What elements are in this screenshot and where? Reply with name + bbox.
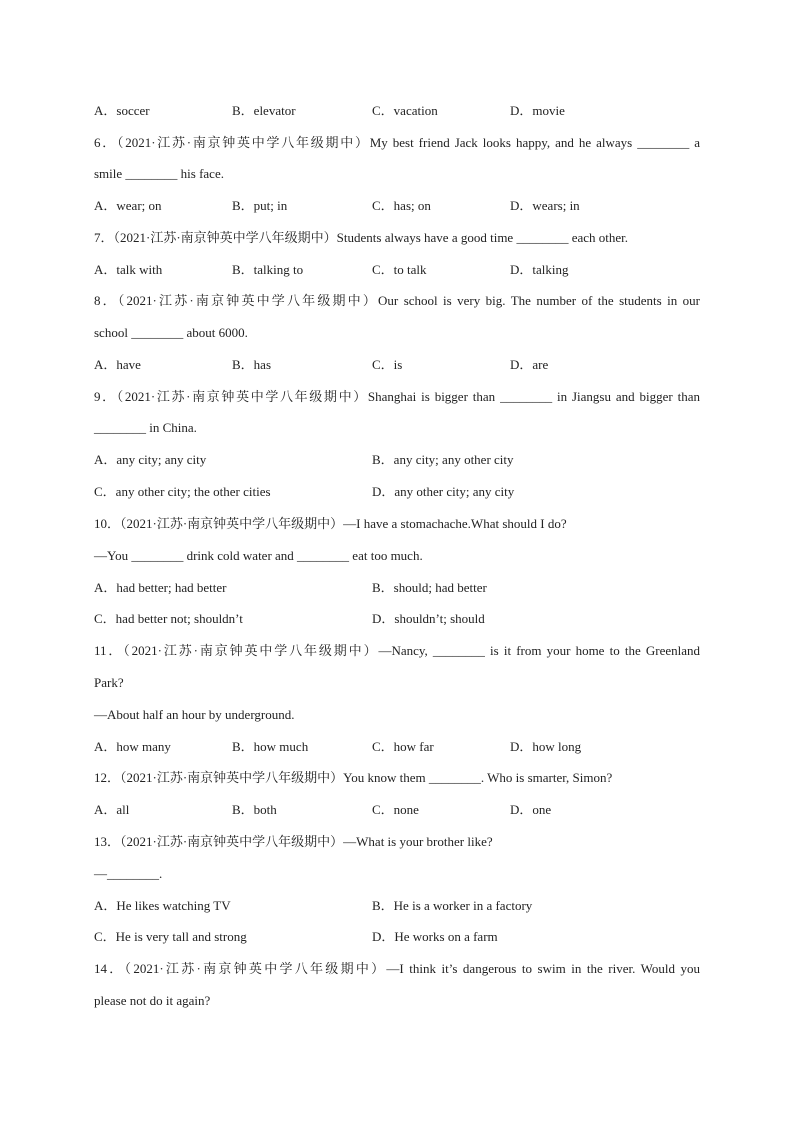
q5-option-c: C．vacation: [372, 103, 438, 118]
q6-question-line1: 6．（2021·江苏·南京钟英中学八年级期中）My best friend Jack looks happy, and he always ________ a: [94, 135, 700, 150]
q11-question-line2: Park?: [94, 675, 124, 690]
q11-option-c: C．how far: [372, 739, 434, 754]
q11-question-line3: —About half an hour by underground.: [94, 707, 295, 722]
q8-option-d: D．are: [510, 357, 549, 372]
q12-option-c: C．none: [372, 802, 419, 817]
q8-option-b: B．has: [232, 357, 272, 372]
q12-option-b: B．both: [232, 802, 277, 817]
q9-option-c: C．any other city; the other cities: [94, 484, 271, 499]
q8-question-line1: 8．（2021·江苏·南京钟英中学八年级期中）Our school is very big. The number of the students in our: [94, 293, 700, 308]
q8-option-a: A．have: [94, 357, 141, 372]
q7-option-c: C．to talk: [372, 262, 427, 277]
q8-option-c: C．is: [372, 357, 403, 372]
q7-option-b: B．talking to: [232, 262, 304, 277]
q13-option-b: B．He is a worker in a factory: [372, 898, 533, 913]
q5-option-a: A．soccer: [94, 103, 150, 118]
q13-question-line1: 13．（2021·江苏·南京钟英中学八年级期中）—What is your brother like?: [94, 834, 493, 849]
q9-option-a: A．any city; any city: [94, 452, 207, 467]
q13-option-c: C．He is very tall and strong: [94, 929, 247, 944]
q6-option-b: B．put; in: [232, 198, 288, 213]
q10-option-c: C．had better not; shouldn’t: [94, 611, 243, 626]
q10-option-b: B．should; had better: [372, 580, 487, 595]
q10-question-line2: —You ________ drink cold water and ________ eat too much.: [94, 548, 423, 563]
q11-option-a: A．how many: [94, 739, 171, 754]
q11-option-b: B．how much: [232, 739, 309, 754]
q10-question-line1: 10．（2021·江苏·南京钟英中学八年级期中）—I have a stomachache.What should I do?: [94, 516, 567, 531]
q14-question-line1: 14．（2021·江苏·南京钟英中学八年级期中）—I think it’s dangerous to swim in the river. Would you: [94, 961, 700, 976]
q8-question-line2: school ________ about 6000.: [94, 325, 248, 340]
q6-option-c: C．has; on: [372, 198, 431, 213]
q10-option-a: A．had better; had better: [94, 580, 227, 595]
q14-question-line2: please not do it again?: [94, 993, 211, 1008]
q9-option-d: D．any other city; any city: [372, 484, 515, 499]
q7-option-a: A．talk with: [94, 262, 163, 277]
q9-question-line2: ________ in China.: [94, 420, 197, 435]
q5-option-b: B．elevator: [232, 103, 296, 118]
q6-option-d: D．wears; in: [510, 198, 580, 213]
q13-option-a: A．He likes watching TV: [94, 898, 231, 913]
q12-question-line1: 12．（2021·江苏·南京钟英中学八年级期中）You know them ________. Who is smarter, Simon?: [94, 770, 613, 785]
q11-question-line1: 11．（2021·江苏·南京钟英中学八年级期中）—Nancy, ________ is it from your home to the Greenland: [94, 643, 700, 658]
q9-option-b: B．any city; any other city: [372, 452, 514, 467]
q10-option-d: D．shouldn’t; should: [372, 611, 485, 626]
q5-option-d: D．movie: [510, 103, 565, 118]
q13-question-line2: —________.: [94, 866, 163, 881]
q6-question-line2: smile ________ his face.: [94, 166, 224, 181]
q12-option-a: A．all: [94, 802, 130, 817]
q13-option-d: D．He works on a farm: [372, 929, 498, 944]
q7-question-line1: 7．（2021·江苏·南京钟英中学八年级期中）Students always have a good time ________ each other.: [94, 230, 629, 245]
q7-option-d: D．talking: [510, 262, 569, 277]
q9-question-line1: 9．（2021·江苏·南京钟英中学八年级期中）Shanghai is bigger than ________ in Jiangsu and bigger than: [94, 389, 700, 404]
q11-option-d: D．how long: [510, 739, 582, 754]
q6-option-a: A．wear; on: [94, 198, 162, 213]
q12-option-d: D．one: [510, 802, 552, 817]
